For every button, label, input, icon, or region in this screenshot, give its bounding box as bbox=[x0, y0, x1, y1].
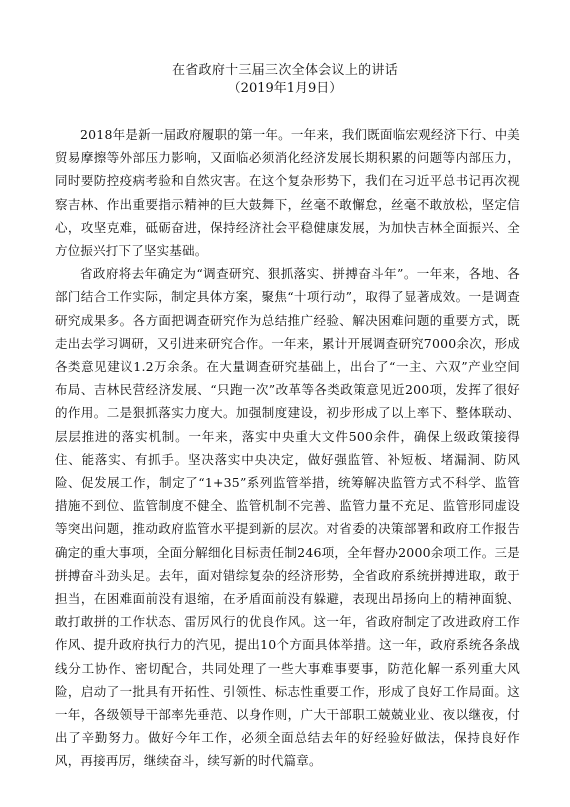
paragraph-1: 2018年是新一届政府履职的第一年。一年来，我们既面临宏观经济下行、中美贸易摩擦等外部压力影响，又面临必须消化经济发展长期积累的问题等内部压力，同时要防控疫病考验和自然灾害。在这个复杂形势下，我们在习近平总书记再次视察吉林、作出重要指示精神的巨大鼓舞下，丝毫不敢懈怠，丝毫不敢放松，坚定信心，攻坚克难，砥砺奋进，保持经济社会平稳健康发展，为加快吉林全面振兴、全方位振兴打下了坚实基础。 bbox=[55, 127, 520, 259]
document-date: （2019年1月9日） bbox=[227, 81, 343, 96]
document-title: 在省政府十三届三次全体会议上的讲话 bbox=[171, 63, 399, 78]
document-body bbox=[55, 123, 520, 773]
paragraph-2: 省政府将去年确定为“调查研究、狠抓落实、拼搏奋斗年”。一年来，各地、各部门结合工作实际，制定具体方案，聚焦“十项行动”，取得了显著成效。一是调查研究成果多。各方面把调查研究作为总结推广经验、解决困难问题的重要方式，既走出去学习调研，又引进来研究合作。一年来，累计开展调查研究7000余次，形成各类意见建议1.2万余条。在大量调查研究基础上，出台了“一主、六双”产业空间布局、吉林民营经济发展、“只跑一次”改革等各类政策意见近200项，发挥了很好的作用。二是狠抓落实力度大。加强制度建设，初步形成了以上率下、整体联动、层层推进的落实机制。一年来，落实中央重大文件500余件，确保上级政策接得住、能落实、有抓手。坚决落实中央决定，做好强监管、补短板、堵漏洞、防风险、促发展工作，制定了“1+35”系列监管举措，统筹解决监管方式不科学、监管措施不到位、监管制度不健全、监管机制不完善、监管力量不充足、监管形同虚设等突出问题，推动政府监管水平提到新的层次。对省委的决策部署和政府工作报告确定的重大事项，全面分解细化目标责任制246项，全年督办2000余项工作。三是拼搏奋斗劲头足。去年，面对错综复杂的经济形势，全省政府系统拼搏进取，敢于担当，在困难面前没有退缩，在矛盾面前没有躲避，表现出昂扬向上的精神面貌、敢打敢拼的工作状态、雷厉风行的优良作风。这一年，省政府制定了改进政府工作作风、提升政府执行力的汽见，提出10个方面具体举措。这一年，政府系统各条战线分工协作、密切配合，共同处理了一些大事难事要事，防范化解一系列重大风险，启动了一批具有开拓性、引领性、标志性重要工作，形成了良好工作局面。这一年，各级领导干部率先垂范、以身作则，广大干部职工兢兢业业、夜以继夜，付出了辛勤努力。做好今年工作，必须全面总结去年的好经验好做法，保持良好作风，再接再厉，继续奋斗，续写新的时代篇章。 bbox=[55, 266, 520, 769]
